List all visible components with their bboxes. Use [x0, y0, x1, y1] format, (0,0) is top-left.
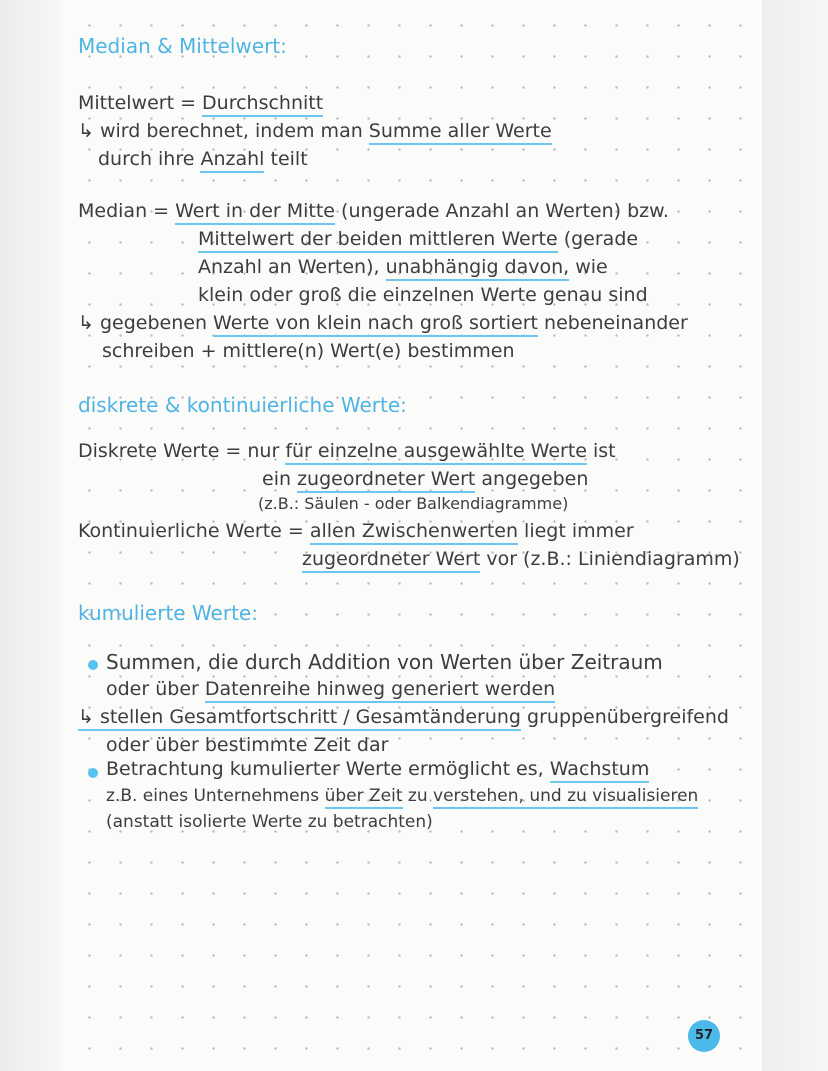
highlighted-term: über Zeit [325, 786, 403, 809]
note-line [198, 228, 638, 250]
heading-median-mittelwert: Median & Mittelwert: [78, 34, 287, 58]
note-line [106, 650, 663, 674]
notebook-page [62, 0, 762, 1071]
note-text: angegeben [475, 468, 589, 490]
note-line [78, 92, 323, 114]
note-text: liegt immer [518, 520, 634, 542]
bullet-icon [88, 768, 98, 778]
highlighted-term: Wachstum [550, 758, 650, 783]
note-text: gruppenübergreifend [520, 706, 729, 728]
note-line [78, 706, 729, 728]
note-line [106, 678, 555, 700]
note-text: nebeneinander [537, 312, 688, 334]
note-text: Kontinuierliche Werte = [78, 520, 310, 542]
notebook-left-edge [0, 0, 62, 1071]
highlighted-term: zugeordneter Wert [302, 548, 480, 573]
highlighted-term: Mittelwert der beiden mittleren Werte [198, 228, 558, 253]
note-text: wie [569, 256, 608, 278]
note-line [262, 468, 588, 490]
note-text: z.B. eines Unternehmens [106, 786, 325, 806]
highlighted-term: ↳ stellen Gesamtfortschritt / Gesamtänderung [78, 706, 521, 731]
note-text: ↳ wird berechnet, indem man [78, 120, 369, 142]
page-number-badge: 57 [688, 1020, 720, 1052]
highlighted-term: zugeordneter Wert [297, 468, 475, 493]
note-line [78, 120, 552, 142]
note-text: oder über [106, 678, 205, 700]
highlighted-term: Werte von klein nach groß sortiert [213, 312, 538, 337]
note-text: (anstatt isolierte Werte zu betrachten) [106, 812, 433, 832]
note-line [198, 284, 648, 306]
heading-diskrete-kontinuierliche: diskrete & kontinuierliche Werte: [78, 393, 407, 417]
note-text: schreiben + mittlere(n) Wert(e) bestimmen [102, 340, 515, 362]
highlighted-term: Wert in der Mitte [175, 200, 335, 225]
note-text: Betrachtung kumulierter Werte ermöglicht es, [106, 758, 550, 780]
note-text: vor (z.B.: Liniendiagramm) [480, 548, 740, 570]
note-text: ein [262, 468, 298, 490]
note-line [106, 758, 649, 780]
note-text: (ungerade Anzahl an Werten) bzw. [335, 200, 669, 222]
note-text: zu [402, 786, 434, 806]
note-line [78, 520, 634, 542]
note-text: ist [586, 440, 616, 462]
note-text: Median = [78, 200, 176, 222]
note-line [102, 340, 515, 362]
note-text: durch ihre [98, 148, 201, 170]
note-line [78, 200, 669, 222]
note-line [106, 812, 433, 832]
note-text: ↳ gegebenen [78, 312, 214, 334]
highlighted-term: Summe aller Werte [369, 120, 552, 145]
note-text: (z.B.: Säulen - oder Balkendiagramme) [258, 494, 569, 513]
note-text: teilt [264, 148, 308, 170]
notebook-right-edge [762, 0, 828, 1071]
bullet-icon [88, 660, 98, 670]
note-line [106, 734, 388, 756]
highlighted-term: für einzelne ausgewählte Werte [285, 440, 587, 465]
highlighted-term: Durchschnitt [202, 92, 323, 117]
note-text: Anzahl an Werten), [198, 256, 386, 278]
highlighted-term: allen Zwischenwerten [310, 520, 518, 545]
note-text: oder über bestimmte Zeit dar [106, 734, 389, 756]
note-text: Summen, die durch Addition von Werten über Zeitraum [106, 650, 663, 674]
note-text: klein oder groß die einzelnen Werte genau sind [198, 284, 648, 306]
note-line [98, 148, 308, 170]
note-line [198, 256, 608, 278]
highlighted-term: verstehen, und zu visualisieren [433, 786, 698, 809]
highlighted-term: Datenreihe hinweg generiert werden [205, 678, 555, 703]
heading-kumulierte-werte: kumulierte Werte: [78, 601, 258, 625]
note-line [78, 312, 688, 334]
note-line [106, 786, 698, 806]
note-text: Mittelwert = [78, 92, 203, 114]
note-text: (gerade [557, 228, 639, 250]
note-line [78, 440, 616, 462]
highlighted-term: unabhängig davon, [386, 256, 570, 281]
note-text: Diskrete Werte = nur [78, 440, 286, 462]
highlighted-term: Anzahl [200, 148, 264, 173]
note-line [302, 548, 740, 570]
note-line [258, 494, 568, 513]
